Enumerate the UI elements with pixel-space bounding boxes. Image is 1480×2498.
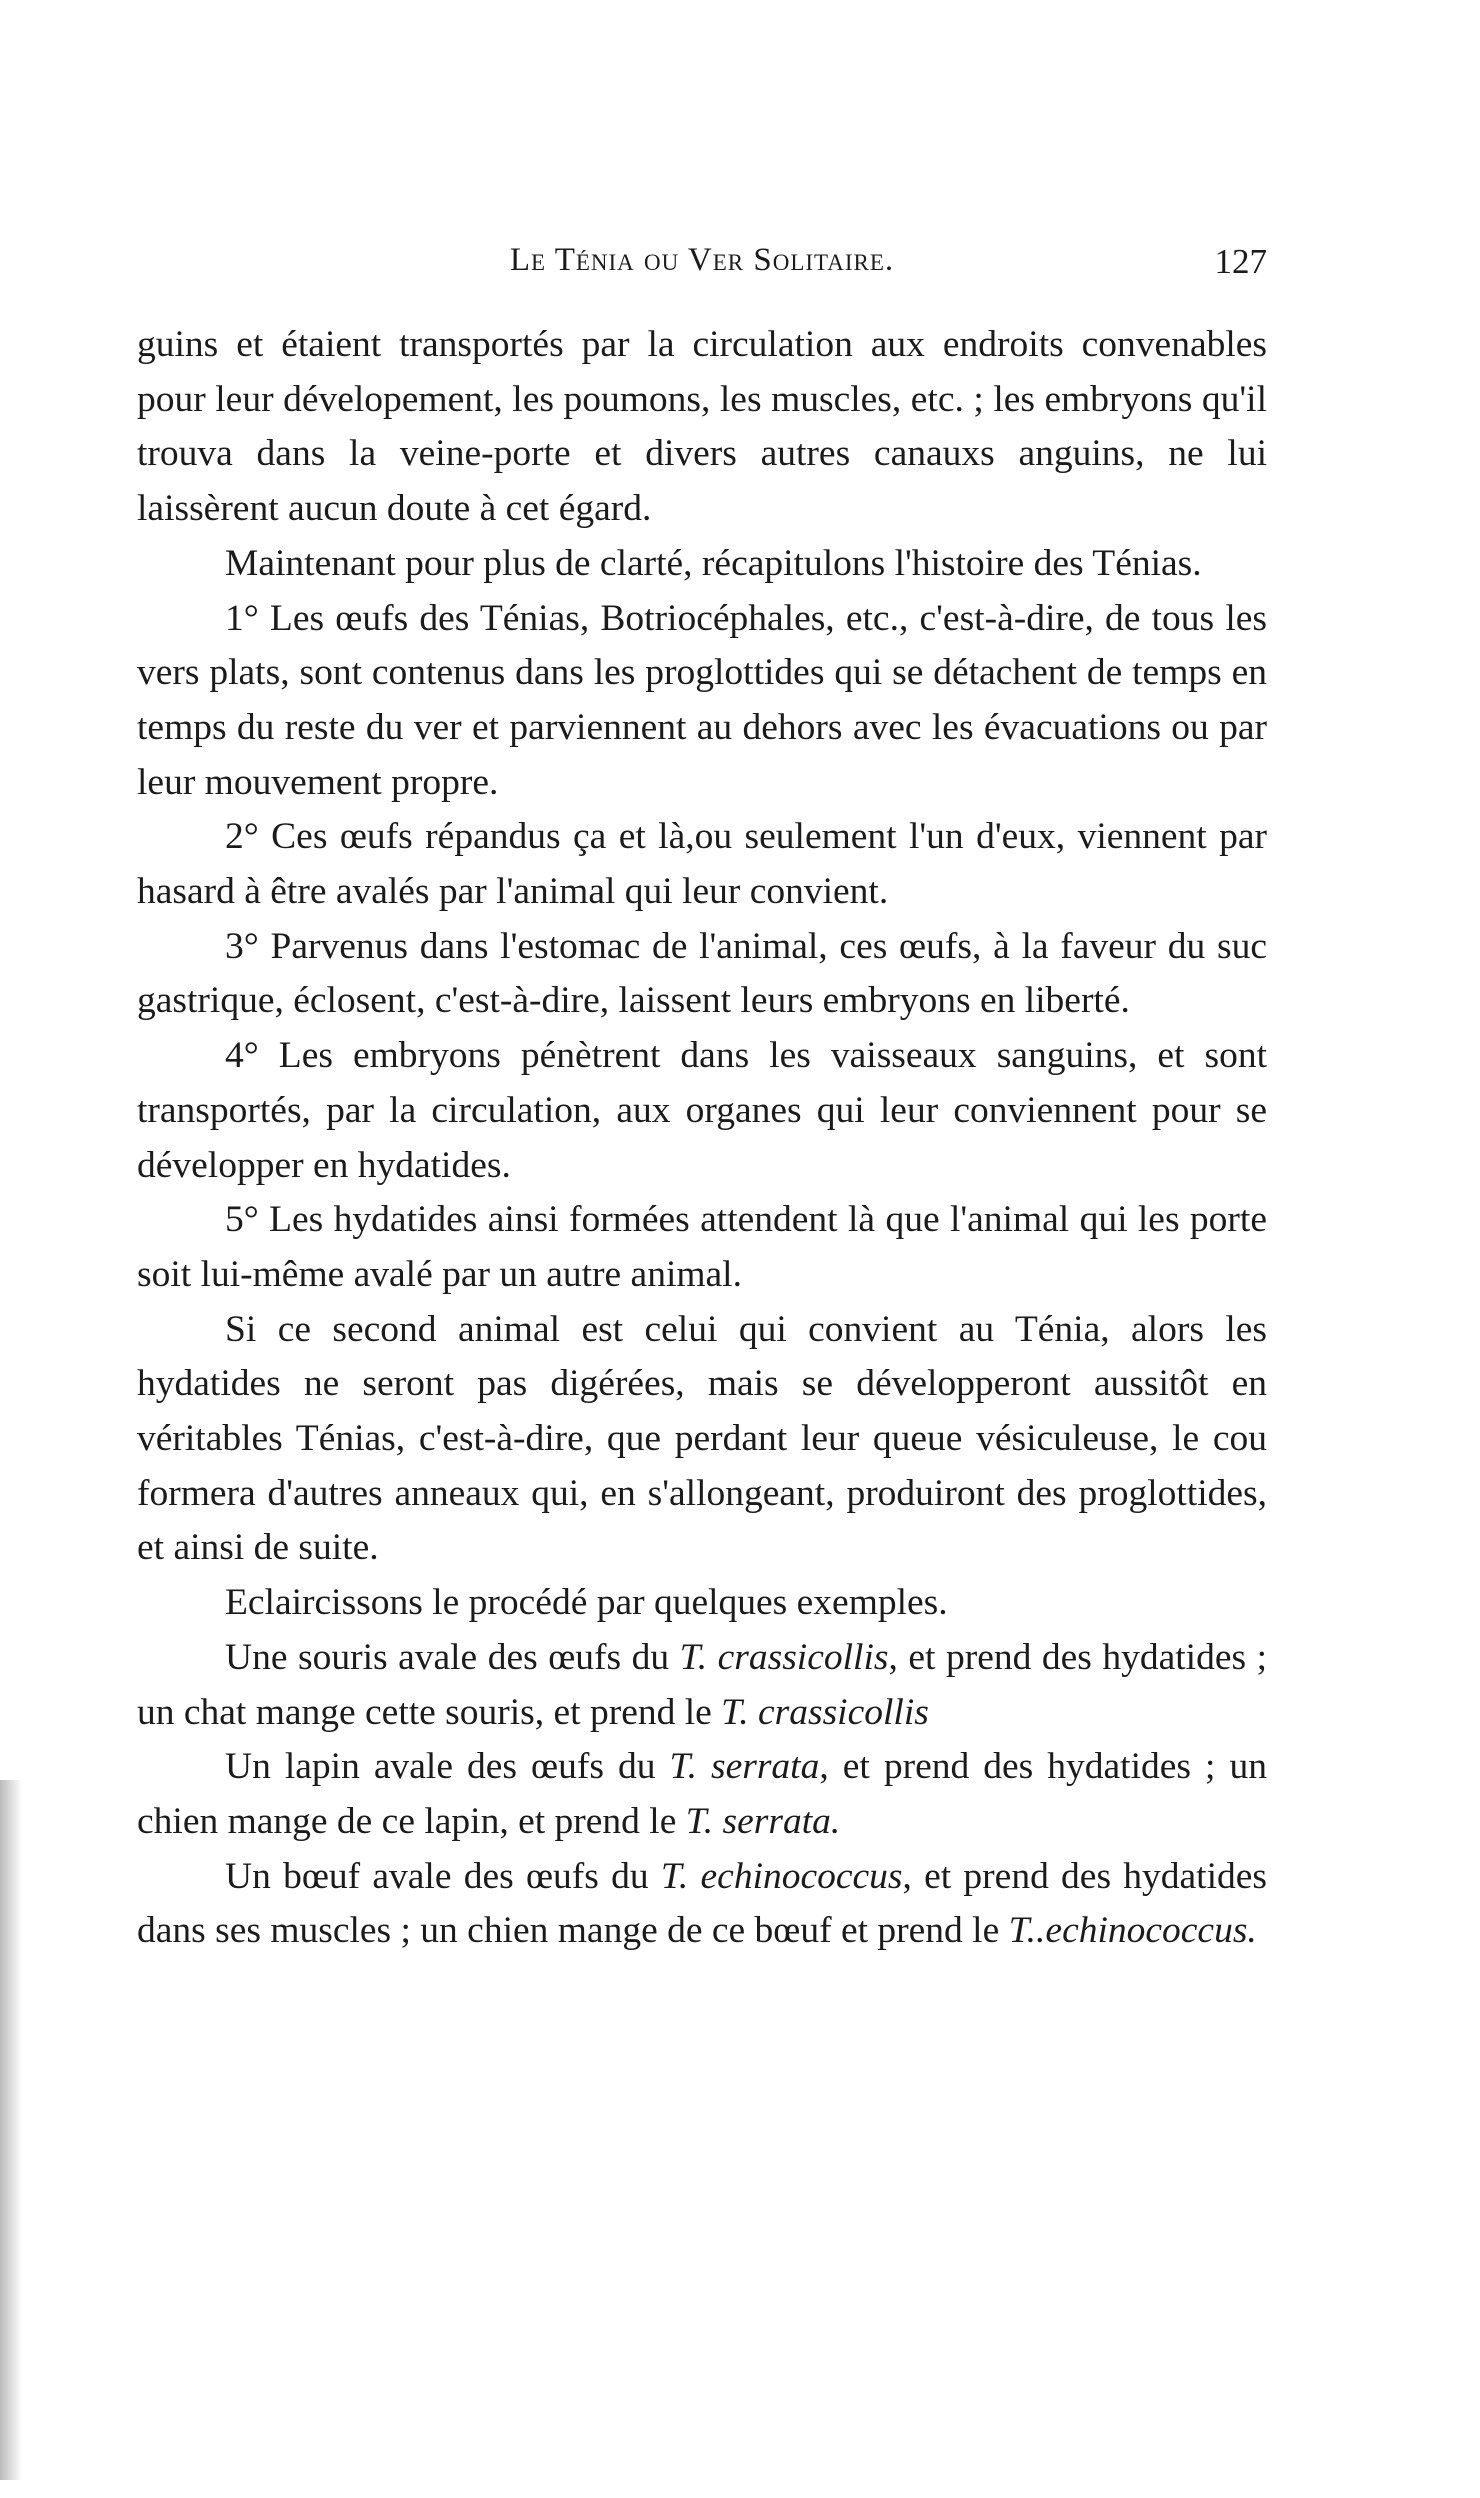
body-text bbox=[137, 318, 1267, 1959]
species-name: T. crassicollis bbox=[679, 1636, 889, 1678]
example-text: Un bœuf avale des œufs du bbox=[225, 1855, 661, 1897]
paragraph-step-1: 1° Les œufs des Ténias, Botriocéphales, etc., c'est-à-dire, de tous les vers plats, sont contenus dans les proglottides qui se détachent de temps en temps du reste du ver et parviennent au dehors avec les évacuations ou par leur mouvement propre. bbox=[137, 597, 1267, 803]
paragraph-step-3: 3° Parvenus dans l'estomac de l'animal, ces œufs, à la faveur du suc gastrique, éclosent, c'est-à-dire, laissent leurs embryons en liberté. bbox=[137, 925, 1267, 1022]
paragraph-examples-intro: Eclaircissons le procédé par quelques exemples. bbox=[225, 1582, 948, 1624]
paragraph-continuation: guins et étaient transportés par la circulation aux endroits convenables pour leur dévelopement, les poumons, les muscles, etc. ; les embryons qu'il trouva dans la veine-porte et divers autres canauxs anguins, ne lui laissèrent aucun doute à cet égard. bbox=[137, 324, 1267, 530]
paragraph-second-animal: Si ce second animal est celui qui convient au Ténia, alors les hydatides ne seront pas digérées, mais se développeront aussitôt en véritables Ténias, c'est-à-dire, que perdant leur queue vésiculeuse, le cou formera d'autres anneaux qui, en s'allongeant, produiront des proglottides, et ainsi de suite. bbox=[137, 1308, 1267, 1569]
paragraph-step-2: 2° Ces œufs répandus ça et là,ou seulement l'un d'eux, viennent par hasard à être avalés par l'animal qui leur convient. bbox=[137, 816, 1267, 913]
paragraph-recap-intro: Maintenant pour plus de clarté, récapitulons l'histoire des Ténias. bbox=[225, 542, 1202, 584]
species-name: T. crassicollis bbox=[721, 1691, 929, 1733]
species-name: T. serrata. bbox=[685, 1800, 841, 1842]
paragraph-example-rabbit bbox=[137, 1740, 1267, 1849]
species-name: T. serrata bbox=[669, 1746, 820, 1788]
example-text: , et prend des hydatides ; un chat mange cette souris, et prend le bbox=[137, 1636, 1268, 1733]
running-head bbox=[137, 242, 1267, 292]
species-name: T..echinococcus. bbox=[1008, 1910, 1257, 1952]
example-text: , et prend des hydatides dans ses muscles ; un chien mange de ce bœuf et prend le bbox=[137, 1855, 1267, 1952]
paragraph-step-4: 4° Les embryons pénètrent dans les vaisseaux sanguins, et sont transportés, par la circulation, aux organes qui leur conviennent pour se développer en hydatides. bbox=[137, 1035, 1267, 1186]
example-text: , et prend des hydatides ; un chien mange de ce lapin, et prend le bbox=[137, 1746, 1267, 1842]
paragraph-example-ox bbox=[137, 1850, 1267, 1959]
paragraph-step-5: 5° Les hydatides ainsi formées attendent là que l'animal qui les porte soit lui-même avalé par un autre animal. bbox=[137, 1199, 1267, 1295]
scan-edge-shadow bbox=[0, 1780, 22, 2480]
species-name: T. echinococcus bbox=[660, 1855, 903, 1897]
example-text: Un lapin avale des œufs du bbox=[225, 1746, 670, 1788]
paragraph-example-mouse bbox=[137, 1631, 1267, 1740]
page-number: 127 bbox=[1214, 242, 1267, 281]
running-title: Le Ténia ou Ver Solitaire. bbox=[509, 242, 895, 278]
example-text: Une souris avale des œufs du bbox=[225, 1636, 680, 1678]
